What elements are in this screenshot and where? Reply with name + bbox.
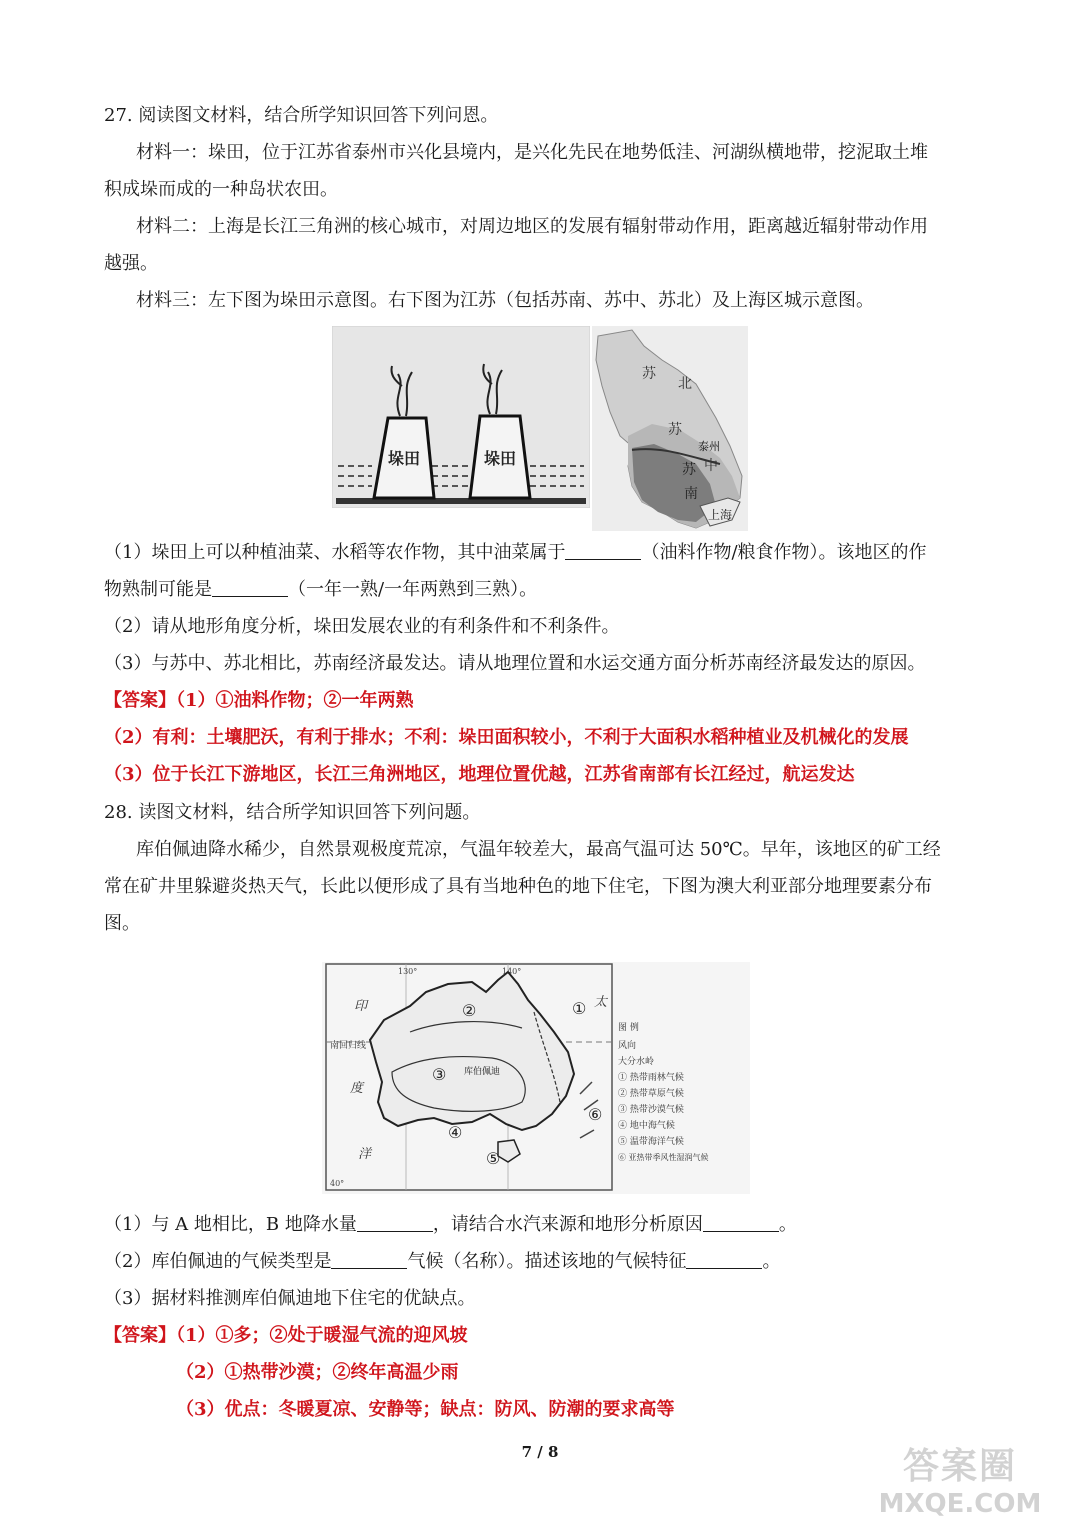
legend-item-2: ② 热带草原气候 bbox=[618, 1089, 684, 1099]
q27-p1-blank2[interactable] bbox=[212, 578, 288, 597]
lon-140: 140° bbox=[502, 967, 522, 976]
map-label-su-north: 苏 bbox=[642, 366, 656, 382]
map-label-shanghai: 上海 bbox=[708, 508, 733, 522]
map-label-su-south: 苏 bbox=[682, 462, 696, 478]
watermark-bottom: MXQE.COM bbox=[878, 1489, 1042, 1519]
q28-p1-text-a: （1）与 A 地相比，B 地降水量 bbox=[104, 1214, 357, 1235]
map-label-su-middle: 苏 bbox=[668, 422, 682, 438]
zone-6: ⑥ bbox=[588, 1105, 603, 1124]
q28-p2-text-a: （2）库伯佩迪的气候类型是 bbox=[104, 1251, 332, 1272]
map-label-nan: 南 bbox=[684, 486, 698, 502]
legend-title: 图 例 bbox=[618, 1023, 639, 1033]
q27-answer-1-text: （1）①油料作物；②一年两熟 bbox=[176, 690, 414, 711]
q28-material-line3: 图。 bbox=[104, 913, 140, 934]
zone-3: ③ bbox=[432, 1065, 447, 1084]
jiangsu-region-map bbox=[592, 326, 748, 531]
q27-material1-line1: 材料一：垛田，位于江苏省泰州市兴化县境内，是兴化先民在地势低洼、河湖纵横地带，挖泥取土堆 bbox=[136, 142, 928, 163]
q27-stem: 27. 阅读图文材料，结合所学知识回答下列问恩。 bbox=[104, 105, 499, 126]
zone-4: ④ bbox=[448, 1123, 463, 1142]
watermark bbox=[870, 1438, 1050, 1519]
zone-5: ⑤ bbox=[486, 1149, 501, 1168]
duotian-label-2: 垛田 bbox=[484, 449, 517, 468]
q28-p2-blank1[interactable] bbox=[331, 1250, 407, 1269]
legend-item-4: ④ 地中海气候 bbox=[618, 1121, 675, 1131]
q28-answer-1-text: （1）①多；②处于暖湿气流的迎风坡 bbox=[176, 1325, 468, 1346]
legend-item-6: ⑥ 亚热带季风性湿润气候 bbox=[618, 1153, 709, 1162]
legend-item-3: ③ 热带沙漠气候 bbox=[618, 1105, 684, 1115]
legend-item-divide: 大分水岭 bbox=[618, 1057, 655, 1067]
q27-p1-text-c: 物熟制可能是 bbox=[104, 579, 212, 600]
q27-material2-line1: 材料二：上海是长江三角洲的核心城市，对周边地区的发展有辐射带动作用，距离越近辐射带动作用 bbox=[136, 216, 928, 237]
legend-item-1: ① 热带雨林气候 bbox=[618, 1073, 684, 1083]
q28-material-line2: 常在矿井里躲避炎热天气，长此以便形成了具有当地种色的地下住宅，下图为澳大利亚部分地理要素分布 bbox=[104, 876, 932, 897]
q27-p1-text-a: （1）垛田上可以种植油菜、水稻等农作物，其中油菜属于 bbox=[104, 542, 566, 563]
q27-material1-line2: 积成垛而成的一种岛状农田。 bbox=[104, 179, 338, 200]
legend-item-5: ⑤ 温带海洋气候 bbox=[618, 1137, 684, 1147]
q28-answer-3: （3）优点：冬暖夏凉、安静等；缺点：防风、防潮的要求高等 bbox=[176, 1399, 675, 1420]
q28-stem: 28. 读图文材料，结合所学知识回答下列问题。 bbox=[104, 802, 481, 823]
lat-40: 40° bbox=[330, 1179, 345, 1188]
ocean-yin: 印 bbox=[354, 999, 368, 1014]
q27-answer-2: （2）有利：土壤肥沃，有利于排水；不利：垛田面积较小，不利于大面积水稻种植业及机械化的发展 bbox=[104, 727, 909, 748]
page-number: 7 / 8 bbox=[521, 1443, 559, 1461]
lon-130: 130° bbox=[398, 967, 418, 976]
q27-part1-line2 bbox=[104, 578, 984, 602]
q27-answer-3: （3）位于长江下游地区，长江三角洲地区，地理位置优越，江苏省南部有长江经过，航运发达 bbox=[104, 764, 855, 785]
q27-part3: （3）与苏中、苏北相比，苏南经济最发达。请从地理位置和水运交通方面分析苏南经济最发达的原因。 bbox=[104, 653, 926, 674]
q27-material2-line2: 越强。 bbox=[104, 253, 158, 274]
q28-part1 bbox=[104, 1213, 984, 1237]
duotian-diagram bbox=[332, 326, 590, 508]
tropic-label: 南回归线 bbox=[330, 1041, 367, 1051]
legend-item-wind: 风向 bbox=[618, 1041, 637, 1051]
q27-p1-text-d: （一年一熟/一年两熟到三熟）。 bbox=[288, 579, 538, 600]
map-label-taizhou: 泰州 bbox=[698, 440, 720, 453]
q27-part2: （2）请从地形角度分析，垛田发展农业的有利条件和不利条件。 bbox=[104, 616, 620, 637]
ocean-yang: 洋 bbox=[358, 1147, 372, 1162]
q28-answer-2: （2）①热带沙漠；②终年高温少雨 bbox=[176, 1362, 459, 1383]
ocean-du: 度 bbox=[350, 1081, 364, 1096]
zone-1: ① bbox=[572, 999, 587, 1018]
answer-tag: 【答案】 bbox=[104, 690, 176, 711]
q28-p2-blank2[interactable] bbox=[686, 1250, 762, 1269]
watermark-top: 答案圈 bbox=[902, 1446, 1017, 1487]
map-label-zhong: 中 bbox=[704, 458, 718, 474]
q27-part1-line1 bbox=[104, 541, 984, 565]
q27-material3: 材料三：左下图为垛田示意图。右下图为江苏（包括苏南、苏中、苏北）及上海区城示意图。 bbox=[136, 290, 874, 311]
q27-p1-blank1[interactable] bbox=[565, 541, 641, 560]
kubo-label: 库伯佩迪 bbox=[464, 1067, 501, 1077]
q28-material-line1: 库伯佩迪降水稀少，自然景观极度荒凉，气温年较差大，最高气温可达 50℃。早年，该地区的矿工经 bbox=[136, 839, 941, 860]
map-label-bei: 北 bbox=[678, 376, 692, 392]
q28-p2-text-b: 气候（名称）。描述该地的气候特征 bbox=[407, 1251, 687, 1272]
q28-answer-1 bbox=[104, 1324, 984, 1348]
zone-2: ② bbox=[462, 1001, 477, 1020]
q28-part3: （3）据材料推测库伯佩迪地下住宅的优缺点。 bbox=[104, 1288, 476, 1309]
q27-p1-text-b: （油料作物/粮食作物）。该地区的作 bbox=[641, 542, 927, 563]
q28-p1-text-b: ，请结合水汽来源和地形分析原因 bbox=[432, 1214, 703, 1235]
q28-p1-blank2[interactable] bbox=[703, 1213, 779, 1232]
ocean-tai: 太 bbox=[594, 995, 608, 1010]
duotian-label-1: 垛田 bbox=[388, 449, 421, 468]
q28-p1-text-c: 。 bbox=[778, 1214, 797, 1235]
q28-part2 bbox=[104, 1250, 984, 1274]
q27-answer-1 bbox=[104, 689, 984, 713]
australia-map bbox=[322, 962, 750, 1194]
q28-p2-text-c: 。 bbox=[762, 1251, 781, 1272]
q28-p1-blank1[interactable] bbox=[357, 1213, 433, 1232]
answer-tag-2: 【答案】 bbox=[104, 1325, 176, 1346]
